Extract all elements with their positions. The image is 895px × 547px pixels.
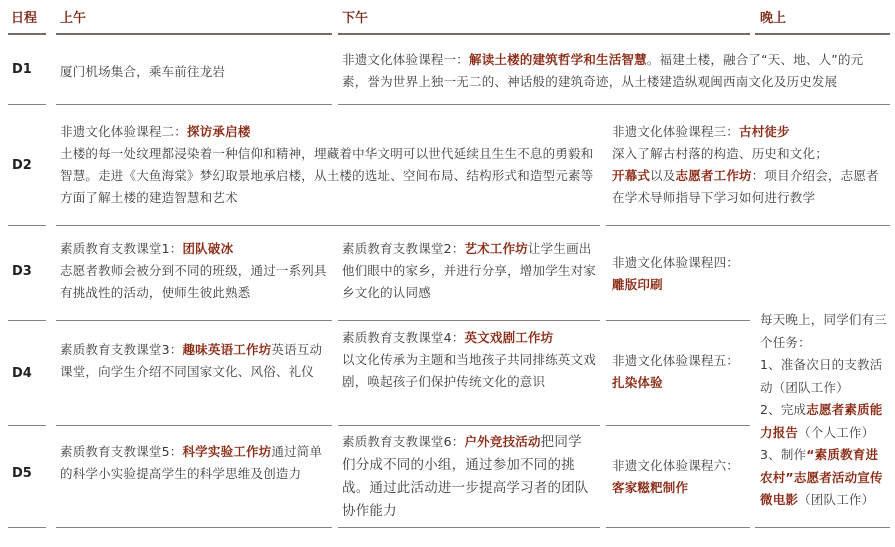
header-rule-am xyxy=(56,33,332,35)
row-rule-d3 xyxy=(8,320,46,321)
d2-eve-highlight3: 志愿者工作坊 xyxy=(675,168,752,183)
d2-eve-prefix: 非遗文化体验课程三： xyxy=(612,124,740,139)
d2-eve-mid: 以及 xyxy=(650,168,676,183)
row-rule-d3-am xyxy=(56,320,332,321)
d2-am-cell xyxy=(60,121,600,209)
header-pm: 下午 xyxy=(342,11,369,26)
row-rule-d2-am xyxy=(56,225,600,226)
evening-task-2-highlight: 志愿者素质能力报告 xyxy=(760,402,883,440)
header-eve: 晚上 xyxy=(760,11,787,26)
d5-pm-highlight: 户外竞技活动 xyxy=(464,434,541,449)
row-rule-d1-am xyxy=(56,104,332,105)
d3-am-cell xyxy=(60,238,330,304)
evening-tasks-intro: 每天晚上，同学们有三个任务： xyxy=(760,312,888,350)
d5-eve-highlight: 客家糍粑制作 xyxy=(612,480,689,495)
d2-eve-highlight: 古村徒步 xyxy=(739,124,790,139)
d5-pm-prefix: 素质教育支教课堂6： xyxy=(342,434,465,449)
d5-pm-cell xyxy=(342,430,592,523)
d5-am-rest: 通过简单的科学小实验提高学生的科学思维及创造力 xyxy=(60,444,323,481)
d3-pm-rest: 让学生画出他们眼中的家乡，并进行分享，增加学生对家乡文化的认同感 xyxy=(342,241,597,300)
d1-am-text: 厦门机场集合，乘车前往龙岩 xyxy=(60,64,226,79)
d4-am-cell xyxy=(60,339,330,383)
d3-eve-highlight: 雕版印刷 xyxy=(612,277,663,292)
evening-task-2-prefix: 2、完成 xyxy=(760,402,807,417)
d5-eve-cell xyxy=(612,455,752,499)
header-rule-day xyxy=(8,33,46,35)
row-rule-d4-pm xyxy=(338,425,600,426)
row-rule-d1-pm xyxy=(338,104,890,105)
d5-pm-rest: 把同学们分成不同的小组，通过参加不同的挑战。通过此活动进一步提高学习者的团队协作能力 xyxy=(342,434,589,519)
evening-tasks-cell xyxy=(760,309,890,512)
d1-pm-prefix: 非遗文化体验课程一： xyxy=(342,52,470,67)
d2-eve-line2: 深入了解古村落的构造、历史和文化； xyxy=(612,146,828,161)
evening-task-1: 1、准备次日的支教活动（团队工作） xyxy=(760,357,883,395)
header-day: 日程 xyxy=(11,11,38,26)
d3-pm-prefix: 素质教育支教课堂2： xyxy=(342,241,465,256)
header-rule-eve xyxy=(755,33,890,35)
evening-task-2-rest: （个人工作） xyxy=(798,424,875,440)
d1-pm-cell xyxy=(342,49,887,93)
d4-eve-highlight: 扎染体验 xyxy=(612,375,663,390)
d2-eve-highlight2: 开幕式 xyxy=(612,168,651,183)
d4-pm-body: 以文化传承为主题和当地孩子共同排练英文戏剧，唤起孩子们保护传统文化的意识 xyxy=(342,352,597,389)
day-label-d4: D4 xyxy=(12,366,32,381)
d5-am-prefix: 素质教育支教课堂5： xyxy=(60,444,183,459)
d3-pm-highlight: 艺术工作坊 xyxy=(464,241,528,256)
day-label-d1: D1 xyxy=(12,62,32,77)
row-rule-d3-eve xyxy=(606,320,750,321)
d3-am-highlight: 团队破冰 xyxy=(182,241,234,256)
d2-am-prefix: 非遗文化体验课程二： xyxy=(60,124,188,139)
row-rule-d4-am xyxy=(56,425,332,426)
row-rule-d2 xyxy=(8,225,46,226)
row-rule-d4 xyxy=(8,425,46,426)
evening-task-3-rest: （团队工作） xyxy=(798,492,875,507)
evening-task-3-prefix: 3、制作 xyxy=(760,447,807,462)
evening-task-3-highlight: “素质教育进农村”志愿者活动宣传微电影 xyxy=(760,447,883,507)
d4-am-prefix: 素质教育支教课堂3： xyxy=(60,342,183,357)
row-rule-d3-pm xyxy=(338,320,600,321)
d3-am-prefix: 素质教育支教课堂1： xyxy=(60,241,183,256)
d5-am-cell xyxy=(60,441,330,485)
d2-am-body: 土楼的每一处纹理都浸染着一种信仰和精神，埋藏着中华文明可以世代延续且生生不息的勇毅和智慧。走进《大鱼海棠》梦幻取景地承启楼，从土楼的选址、空间布局、结构形式和造型元素等方面了解土楼的建造智慧和艺术 xyxy=(60,146,594,205)
row-rule-d5 xyxy=(8,527,46,528)
row-rule-d1 xyxy=(8,104,46,105)
row-rule-d2-eve xyxy=(606,225,890,226)
d5-am-highlight: 科学实验工作坊 xyxy=(182,444,272,459)
d4-eve-cell xyxy=(612,350,752,394)
d4-pm-cell xyxy=(342,327,604,393)
d3-eve-cell xyxy=(612,252,752,296)
d4-am-highlight: 趣味英语工作坊 xyxy=(182,342,272,357)
d1-pm-highlight: 解读土楼的建筑哲学和生活智慧 xyxy=(469,52,647,67)
d4-eve-prefix: 非遗文化体验课程五： xyxy=(612,353,740,368)
day-label-d2: D2 xyxy=(12,158,32,173)
row-rule-d5-task xyxy=(755,527,890,528)
d4-am-rest: 英语互动课堂，向学生介绍不同国家文化、风俗、礼仪 xyxy=(60,342,323,379)
row-rule-d4-eve xyxy=(606,425,750,426)
row-rule-d5-pm xyxy=(338,527,600,528)
d1-pm-rest: 。福建土楼，融合了“天、地、人”的元素，誉为世界上独一无二的、神话般的建筑奇迹，从土楼建造纵观闽西南文化及历史发展 xyxy=(342,52,864,89)
d2-eve-cell xyxy=(612,121,890,209)
row-rule-d5-am xyxy=(56,527,332,528)
day-label-d5: D5 xyxy=(12,466,32,481)
day-label-d3: D3 xyxy=(12,264,32,279)
d1-am-cell xyxy=(60,61,330,83)
d3-eve-prefix: 非遗文化体验课程四： xyxy=(612,255,740,270)
header-rule-pm xyxy=(338,33,750,35)
d4-pm-prefix: 素质教育支教课堂4： xyxy=(342,330,465,345)
d5-eve-prefix: 非遗文化体验课程六： xyxy=(612,458,740,473)
d2-am-highlight: 探访承启楼 xyxy=(187,124,251,139)
d2-eve-rest: ：项目介绍会，志愿者在学术导师指导下学习如何进行教学 xyxy=(612,168,879,205)
d3-pm-cell xyxy=(342,238,604,304)
d3-am-body: 志愿者教师会被分到不同的班级，通过一系列具有挑战性的活动，使师生彼此熟悉 xyxy=(60,263,327,300)
d4-pm-highlight: 英文戏剧工作坊 xyxy=(464,330,554,345)
row-rule-d5-eve xyxy=(606,527,750,528)
header-am: 上午 xyxy=(60,11,87,26)
